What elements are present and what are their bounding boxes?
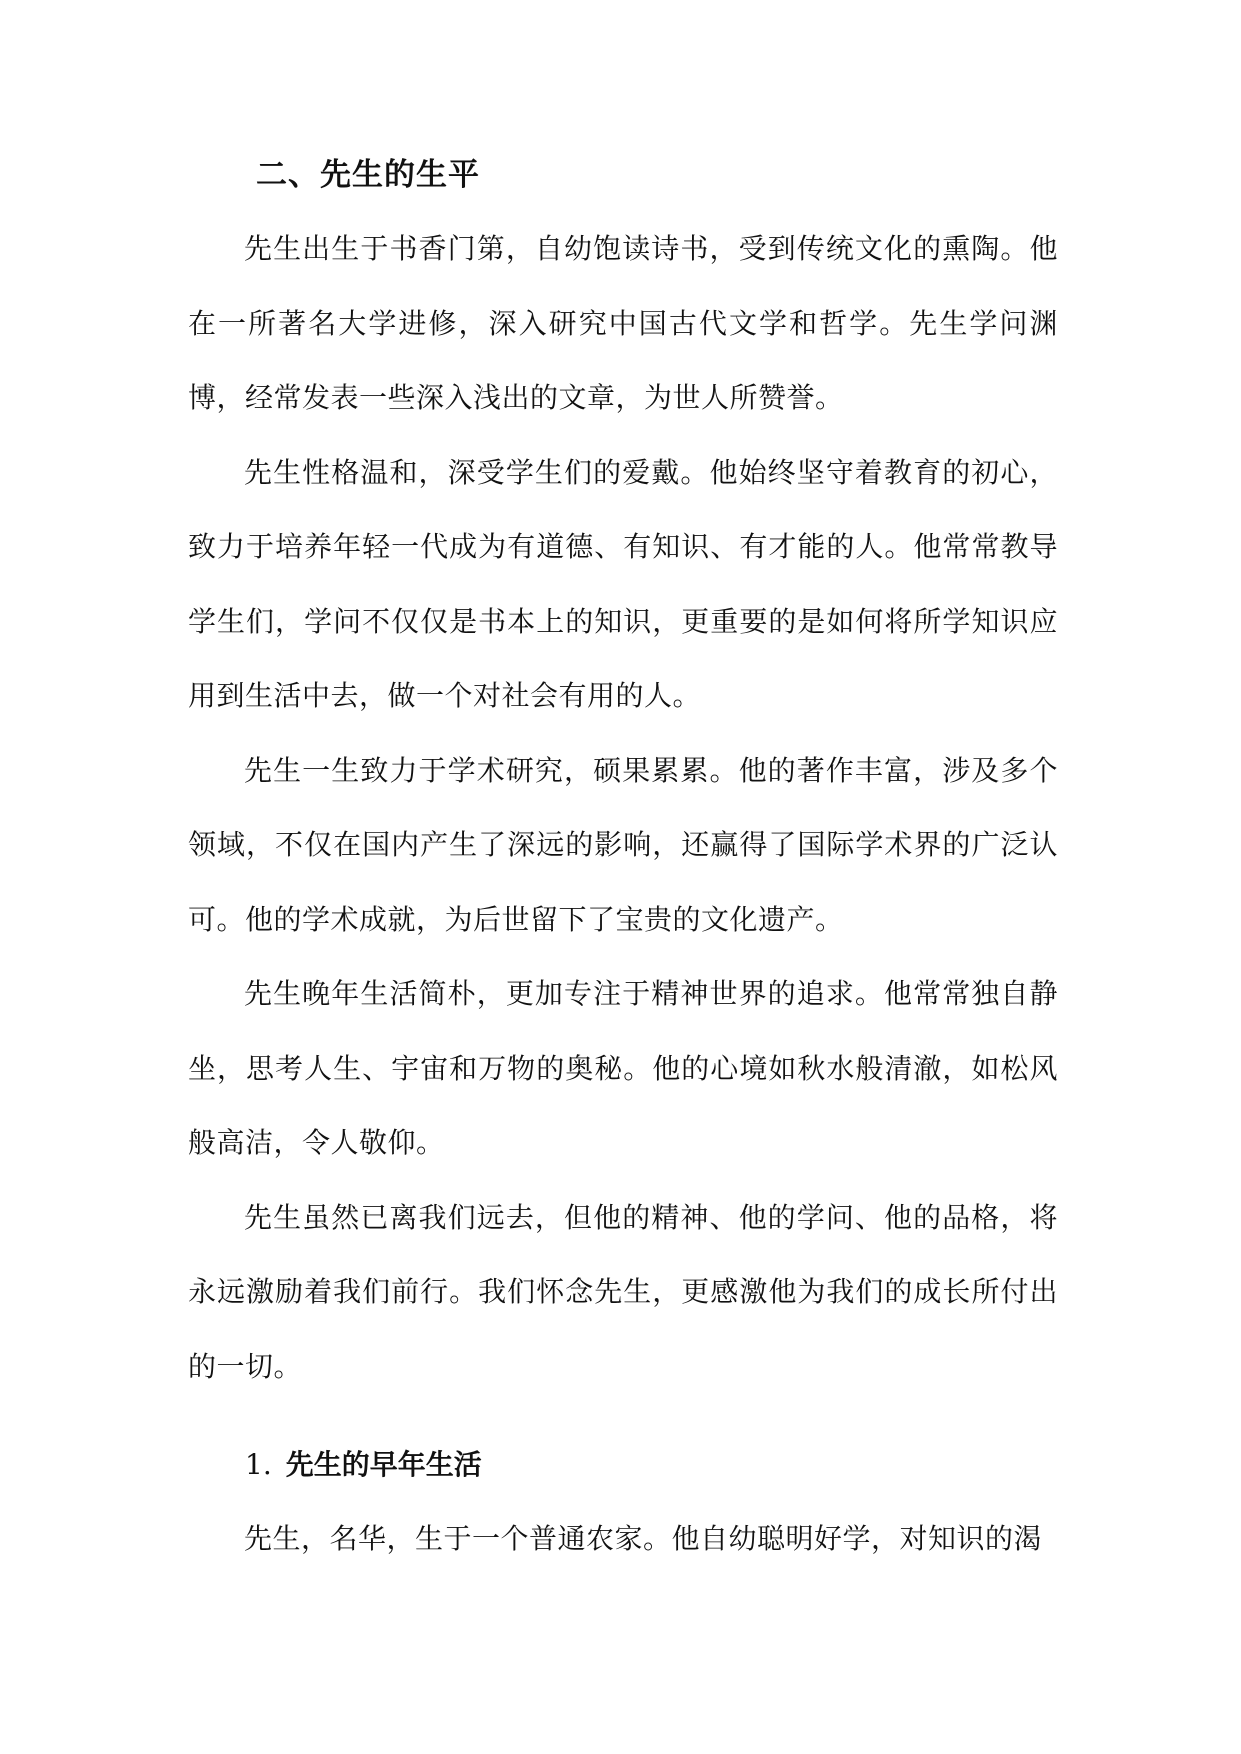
section-title: 二、先生的生平 bbox=[256, 157, 480, 193]
paragraph-birth-education: 先生出生于书香门第，自幼饱读诗书，受到传统文化的熏陶。他在一所著名大学进修，深入研究中国古代文学和哲学。先生学问渊博，经常发表一些深入浅出的文章，为世人所赞誉。 bbox=[188, 232, 1058, 414]
subsection-number: 1. bbox=[245, 1448, 272, 1481]
paragraph-academic-achievement: 先生一生致力于学术研究，硕果累累。他的著作丰富，涉及多个领域，不仅在国内产生了深远的影响，还赢得了国际学术界的广泛认可。他的学术成就，为后世留下了宝贵的文化遗产。 bbox=[188, 753, 1058, 936]
subsection-title bbox=[245, 1428, 1058, 1502]
paragraph-later-years: 先生晚年生活简朴，更加专注于精神世界的追求。他常常独自静坐，思考人生、宇宙和万物的奥秘。他的心境如秋水般清澈，如松风般高洁，令人敬仰。 bbox=[188, 977, 1058, 1159]
paragraph-remembrance: 先生虽然已离我们远去，但他的精神、他的学问、他的品格，将永远激励着我们前行。我们怀念先生，更感激他为我们的成长所付出的一切。 bbox=[188, 1200, 1058, 1383]
subsection-title-text: 先生的早年生活 bbox=[285, 1448, 482, 1481]
paragraph-early-life: 先生，名华，生于一个普通农家。他自幼聪明好学，对知识的渴 bbox=[244, 1522, 1043, 1555]
paragraph-character-teaching: 先生性格温和，深受学生们的爱戴。他始终坚守着教育的初心，致力于培养年轻一代成为有道德、有知识、有才能的人。他常常教导学生们，学问不仅仅是书本上的知识，更重要的是如何将所学知识应用到生活中去，做一个对社会有用的人。 bbox=[188, 455, 1058, 712]
document-body bbox=[188, 138, 1058, 1577]
